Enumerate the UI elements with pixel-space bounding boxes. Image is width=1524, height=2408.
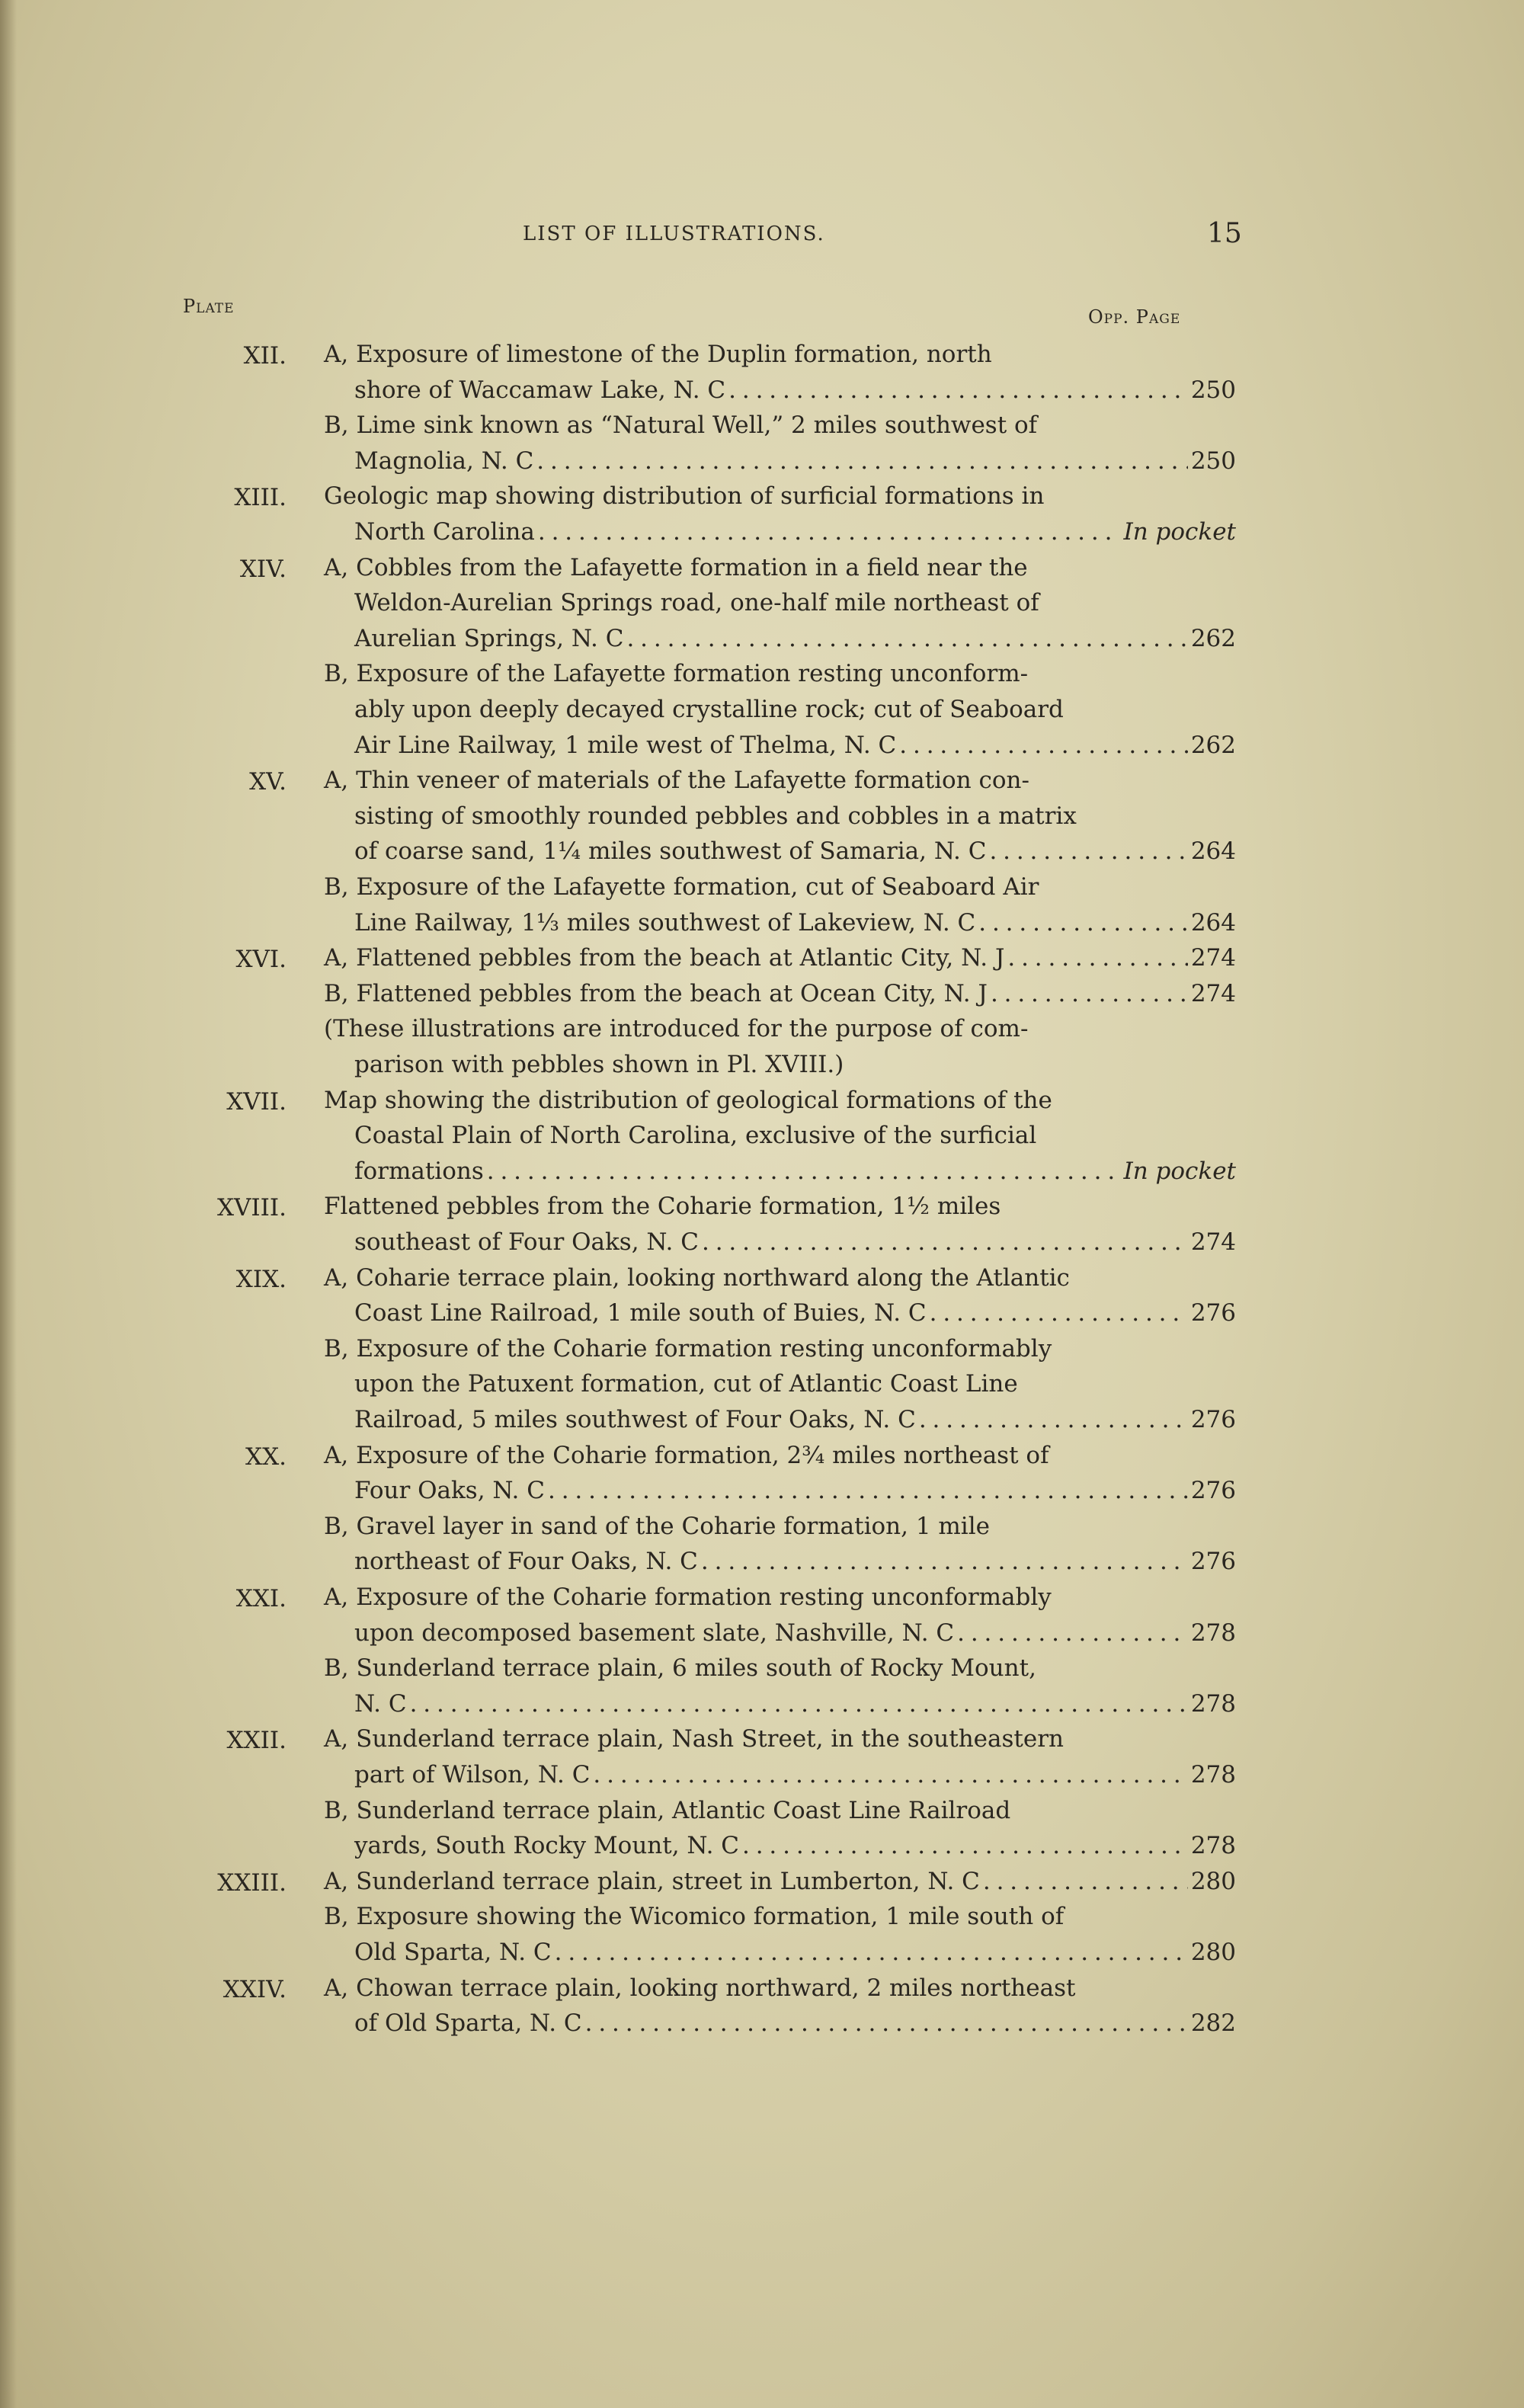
- entry-line: [324, 943, 1236, 973]
- entry-line: [354, 517, 1236, 547]
- entry-line: [324, 552, 1028, 583]
- entry-text: part of Wilson, N. C: [354, 1761, 591, 1788]
- plate-column-heading: Plate: [183, 296, 235, 317]
- plate-number: XXIV.: [223, 1975, 287, 2003]
- entry-text: parison with pebbles shown in Pl. XVIII.): [354, 1051, 844, 1078]
- dot-leader: [989, 836, 1187, 866]
- plate-number: XIV.: [239, 555, 287, 583]
- entry-line: [354, 1227, 1236, 1257]
- plate-number: XVI.: [235, 946, 287, 974]
- plate-number: XVII.: [226, 1087, 287, 1116]
- entry-text: B, Sunderland terrace plain, Atlantic Coast Line Railroad: [324, 1796, 1011, 1824]
- opp-page-number: 274: [1190, 1228, 1236, 1256]
- entry-line: [354, 1546, 1236, 1577]
- plate-number: XXIII.: [217, 1868, 287, 1897]
- dot-leader: [728, 375, 1188, 405]
- entry-line: [324, 1440, 1049, 1471]
- plate-number: XIII.: [234, 484, 287, 512]
- entry-line: [324, 410, 1037, 440]
- entry-text: B, Exposure of the Lafayette formation resting unconform-: [324, 660, 1029, 688]
- entry-text: of coarse sand, 1¼ miles southwest of Samaria, N. C: [354, 837, 987, 866]
- entry-line: [354, 1049, 844, 1080]
- entry-line: [354, 446, 1236, 476]
- opp-page-number: 276: [1190, 1406, 1236, 1433]
- entry-text: ably upon deeply decayed crystalline rock; cut of Seaboard: [354, 696, 1064, 723]
- plate-number: XX.: [245, 1443, 287, 1471]
- plate-number: XII.: [243, 342, 287, 370]
- entry-text: North Carolina: [354, 518, 535, 546]
- running-head: LIST OF ILLUSTRATIONS.: [523, 223, 825, 245]
- dot-leader: [536, 446, 1188, 476]
- opp-page-number: 264: [1190, 837, 1236, 866]
- entry-line: [354, 1618, 1236, 1648]
- entry-text: A, Chowan terrace plain, looking northward, 2 miles northeast: [324, 1974, 1076, 2002]
- entry-text: B, Exposure of the Lafayette formation, cut of Seaboard Air: [324, 873, 1039, 901]
- entry-line: [324, 1511, 990, 1542]
- entry-text: Coastal Plain of North Carolina, exclusive of the surficial: [354, 1122, 1037, 1150]
- entry-text: A, Exposure of the Coharie formation resting unconformably: [324, 1583, 1052, 1611]
- dot-leader: [626, 623, 1187, 654]
- plate-number: XV.: [249, 768, 287, 796]
- entry-text: Geologic map showing distribution of surficial formations in: [324, 482, 1045, 511]
- entry-text: (These illustrations are introduced for the purpose of com-: [324, 1015, 1029, 1043]
- entry-line: [354, 836, 1236, 866]
- plate-number: XVIII.: [216, 1194, 287, 1222]
- opp-page-number: 280: [1190, 1867, 1236, 1895]
- entry-text: upon the Patuxent formation, cut of Atlantic Coast Line: [354, 1370, 1018, 1398]
- entry-line: [324, 1724, 1064, 1754]
- entry-text: Map showing the distribution of geological formations of the: [324, 1086, 1052, 1114]
- entry-text: of Old Sparta, N. C: [354, 2009, 582, 2038]
- dot-leader: [991, 978, 1188, 1009]
- opp-page-number: 250: [1190, 376, 1236, 404]
- opp-page-number: 250: [1190, 447, 1236, 475]
- entry-text: formations: [354, 1157, 484, 1185]
- opp-page-number: 278: [1190, 1761, 1236, 1788]
- dot-leader: [593, 1760, 1187, 1790]
- entry-text: Old Sparta, N. C: [354, 1939, 552, 1966]
- entry-text: Coast Line Railroad, 1 mile south of Buies, N. C: [354, 1299, 927, 1327]
- entry-text: yards, South Rocky Mount, N. C: [354, 1832, 740, 1860]
- entry-text: A, Flattened pebbles from the beach at Atlantic City, N. J: [324, 944, 1005, 972]
- entry-text: Weldon-Aurelian Springs road, one-half mile northeast of: [354, 589, 1039, 617]
- opp-page-column-heading: Opp. Page: [1088, 306, 1181, 328]
- plate-number: XXII.: [226, 1727, 287, 1755]
- entry-line: [324, 872, 1039, 902]
- dot-leader: [487, 1156, 1121, 1186]
- entry-line: [324, 1582, 1052, 1612]
- entry-line: [354, 1689, 1236, 1719]
- entry-line: [324, 1795, 1010, 1826]
- entry-text: Air Line Railway, 1 mile west of Thelma, N. C: [354, 731, 897, 759]
- entry-text: A, Cobbles from the Lafayette formation in a field near the: [324, 553, 1028, 581]
- entry-text: sisting of smoothly rounded pebbles and cobbles in a matrix: [354, 802, 1077, 830]
- entry-text: B, Exposure of the Coharie formation resting unconformably: [324, 1334, 1052, 1363]
- entry-line: [354, 1156, 1236, 1186]
- entry-line: [354, 375, 1236, 405]
- entry-text: A, Sunderland terrace plain, Nash Street, in the southeastern: [324, 1725, 1064, 1753]
- entry-line: [324, 1191, 1001, 1222]
- entry-line: [324, 481, 1044, 511]
- entry-line: [354, 1760, 1236, 1790]
- entry-line: [324, 1085, 1052, 1116]
- entry-line: [354, 1830, 1236, 1861]
- entry-line: [324, 978, 1236, 1009]
- plate-number: XXI.: [235, 1585, 287, 1612]
- entry-text: A, Exposure of the Coharie formation, 2¾ miles northeast of: [324, 1441, 1049, 1469]
- opp-page-number: 274: [1190, 944, 1236, 972]
- entry-line: [354, 694, 1064, 725]
- entry-line: [324, 765, 1029, 796]
- entry-line: [324, 1866, 1236, 1897]
- entry-text: upon decomposed basement slate, Nashville, N. C: [354, 1619, 955, 1647]
- entry-text: B, Flattened pebbles from the beach at Ocean City, N. J: [324, 979, 988, 1007]
- dot-leader: [919, 1404, 1188, 1435]
- entry-text: Four Oaks, N. C: [354, 1477, 545, 1505]
- plate-number: XIX.: [235, 1265, 287, 1293]
- entry-text: shore of Waccamaw Lake, N. C: [354, 376, 726, 404]
- opp-page-number: 280: [1190, 1939, 1236, 1966]
- entry-line: [324, 658, 1028, 689]
- opp-page-number: 278: [1190, 1689, 1236, 1718]
- entry-text: B, Gravel layer in sand of the Coharie formation, 1 mile: [324, 1512, 990, 1540]
- opp-page-number: 262: [1190, 731, 1236, 759]
- opp-page-number: 276: [1190, 1548, 1236, 1576]
- entry-text: Line Railway, 1⅓ miles southwest of Lakeview, N. C: [354, 908, 976, 937]
- entry-text: A, Coharie terrace plain, looking northward along the Atlantic: [324, 1263, 1070, 1292]
- entry-text: B, Exposure showing the Wicomico formation, 1 mile south of: [324, 1903, 1065, 1931]
- opp-page-number: 264: [1190, 908, 1236, 937]
- dot-leader: [555, 1937, 1188, 1968]
- entry-line: [354, 1937, 1236, 1968]
- entry-line: [354, 1120, 1036, 1151]
- entry-text: B, Sunderland terrace plain, 6 miles south of Rocky Mount,: [324, 1654, 1036, 1683]
- page-edge-shadow: [0, 0, 17, 2408]
- entry-line: [354, 2008, 1236, 2038]
- dot-leader: [899, 730, 1188, 761]
- entry-line: [354, 1404, 1236, 1435]
- entry-text: A, Thin veneer of materials of the Lafayette formation con-: [324, 767, 1029, 795]
- entry-line: [324, 1653, 1036, 1683]
- opp-page-number: In pocket: [1123, 1157, 1236, 1185]
- dot-leader: [983, 1866, 1188, 1897]
- entry-line: [354, 730, 1236, 761]
- dot-leader: [978, 908, 1188, 938]
- entry-line: [354, 1475, 1236, 1506]
- dot-leader: [701, 1546, 1188, 1577]
- entry-line: [324, 1973, 1075, 2003]
- opp-page-number: 262: [1190, 624, 1236, 652]
- entry-text: Aurelian Springs, N. C: [354, 624, 624, 652]
- entry-text: Magnolia, N. C: [354, 447, 534, 475]
- entry-text: B, Lime sink known as “Natural Well,” 2 miles southwest of: [324, 411, 1038, 440]
- entry-text: southeast of Four Oaks, N. C: [354, 1228, 699, 1256]
- dot-leader: [585, 2008, 1188, 2038]
- opp-page-number: 274: [1190, 979, 1236, 1007]
- opp-page-number: 278: [1190, 1832, 1236, 1860]
- entry-line: [354, 1298, 1236, 1328]
- entry-line: [324, 1013, 1028, 1044]
- entry-line: [324, 1901, 1064, 1932]
- entry-line: [354, 623, 1236, 654]
- dot-leader: [410, 1689, 1188, 1719]
- opp-page-number: 278: [1190, 1619, 1236, 1647]
- dot-leader: [538, 517, 1121, 547]
- entry-line: [324, 1334, 1052, 1364]
- dot-leader: [702, 1227, 1188, 1257]
- page-number: 15: [1207, 218, 1242, 249]
- dot-leader: [957, 1618, 1188, 1648]
- opp-page-number: 276: [1190, 1299, 1236, 1327]
- entry-line: [324, 1263, 1070, 1293]
- opp-page-number: 276: [1190, 1477, 1236, 1505]
- entry-text: N. C: [354, 1689, 407, 1718]
- entry-text: Flattened pebbles from the Coharie formation, 1½ miles: [324, 1193, 1001, 1221]
- dot-leader: [1007, 943, 1187, 973]
- entry-line: [354, 1369, 1018, 1399]
- entry-text: A, Sunderland terrace plain, street in Lumberton, N. C: [324, 1867, 980, 1895]
- dot-leader: [930, 1298, 1188, 1328]
- entry-text: Railroad, 5 miles southwest of Four Oaks, N. C: [354, 1406, 916, 1433]
- entry-line: [354, 908, 1236, 938]
- entry-line: [354, 801, 1077, 831]
- dot-leader: [742, 1830, 1188, 1861]
- entry-line: [324, 339, 992, 370]
- entry-line: [354, 588, 1039, 618]
- dot-leader: [548, 1475, 1188, 1506]
- opp-page-number: In pocket: [1123, 518, 1236, 546]
- entry-text: northeast of Four Oaks, N. C: [354, 1548, 698, 1576]
- entry-text: A, Exposure of limestone of the Duplin formation, north: [324, 341, 992, 368]
- opp-page-number: 282: [1190, 2009, 1236, 2038]
